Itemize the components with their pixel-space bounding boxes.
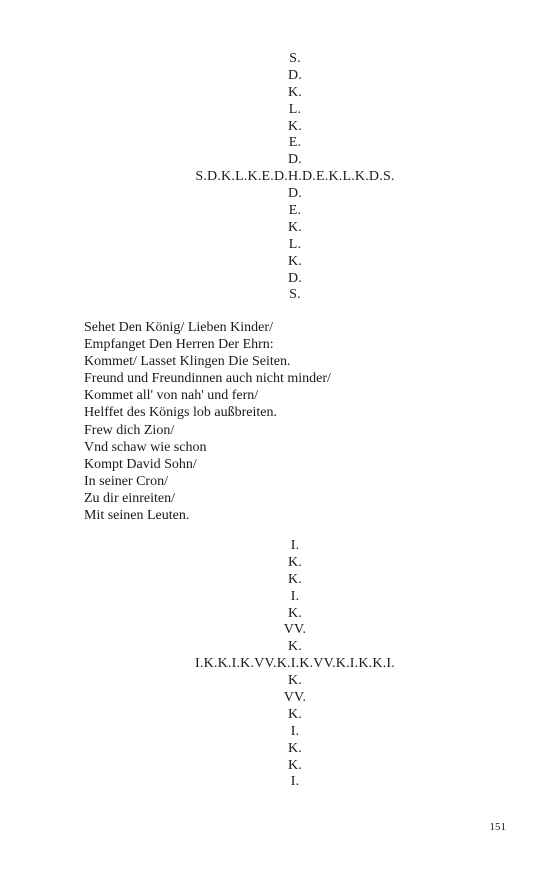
poem-line: Kompt David Sohn/ (84, 456, 197, 472)
acrostic-line: K. (287, 706, 302, 722)
acrostic-line: K. (287, 740, 302, 756)
poem-line: Mit seinen Leuten. (84, 508, 190, 524)
acrostic-line: K. (287, 84, 302, 100)
acrostic-cross-bottom (0, 538, 550, 791)
acrostic-line: D. (287, 186, 302, 202)
poem-line: Freund und Freundinnen auch nicht minder/ (84, 371, 331, 387)
acrostic-line: D. (287, 67, 302, 83)
acrostic-line: I. (290, 588, 300, 604)
acrostic-line: K. (287, 571, 302, 587)
acrostic-line: VV. (283, 622, 307, 638)
acrostic-line: S. (289, 287, 301, 303)
poem-stanza (84, 319, 331, 524)
poem-line: In seiner Cron/ (84, 473, 168, 489)
acrostic-cross-top (0, 51, 550, 304)
acrostic-line: K. (287, 605, 302, 621)
acrostic-line: K. (287, 219, 302, 235)
acrostic-line: I. (290, 723, 300, 739)
acrostic-line: K. (287, 757, 302, 773)
acrostic-line: I. (290, 774, 300, 790)
acrostic-line: E. (288, 135, 302, 151)
acrostic-line: K. (287, 253, 302, 269)
acrostic-line: K. (287, 639, 302, 655)
poem-line: Zu dir einreiten/ (84, 490, 175, 506)
acrostic-crossbar: S.D.K.L.K.E.D.H.D.E.K.L.K.D.S. (195, 169, 395, 185)
poem-line: Sehet Den König/ Lieben Kinder/ (84, 320, 273, 335)
poem-line: Kommet all' von nah' und fern/ (84, 388, 259, 404)
acrostic-line: L. (288, 101, 302, 117)
acrostic-line: L. (288, 236, 302, 252)
poem-line: Kommet/ Lasset Klingen Die Seiten. (84, 354, 291, 370)
acrostic-line: E. (288, 203, 302, 219)
poem-line: Vnd schaw wie schon (84, 439, 207, 455)
page-number: 151 (489, 821, 506, 833)
poem-line: Frew dich Zion/ (84, 422, 175, 438)
acrostic-line: S. (289, 51, 301, 66)
acrostic-line: K. (287, 554, 302, 570)
poem-line: Helffet des Königs lob außbreiten. (84, 405, 277, 421)
acrostic-line: D. (287, 152, 302, 168)
acrostic-line: K. (287, 673, 302, 689)
acrostic-line: D. (287, 270, 302, 286)
acrostic-crossbar: I.K.K.I.K.VV.K.I.K.VV.K.I.K.K.I. (195, 656, 395, 672)
acrostic-line: K. (287, 118, 302, 134)
acrostic-line: I. (290, 538, 300, 553)
poem-line: Empfanget Den Herren Der Ehrn: (84, 337, 274, 353)
acrostic-line: VV. (283, 690, 307, 706)
